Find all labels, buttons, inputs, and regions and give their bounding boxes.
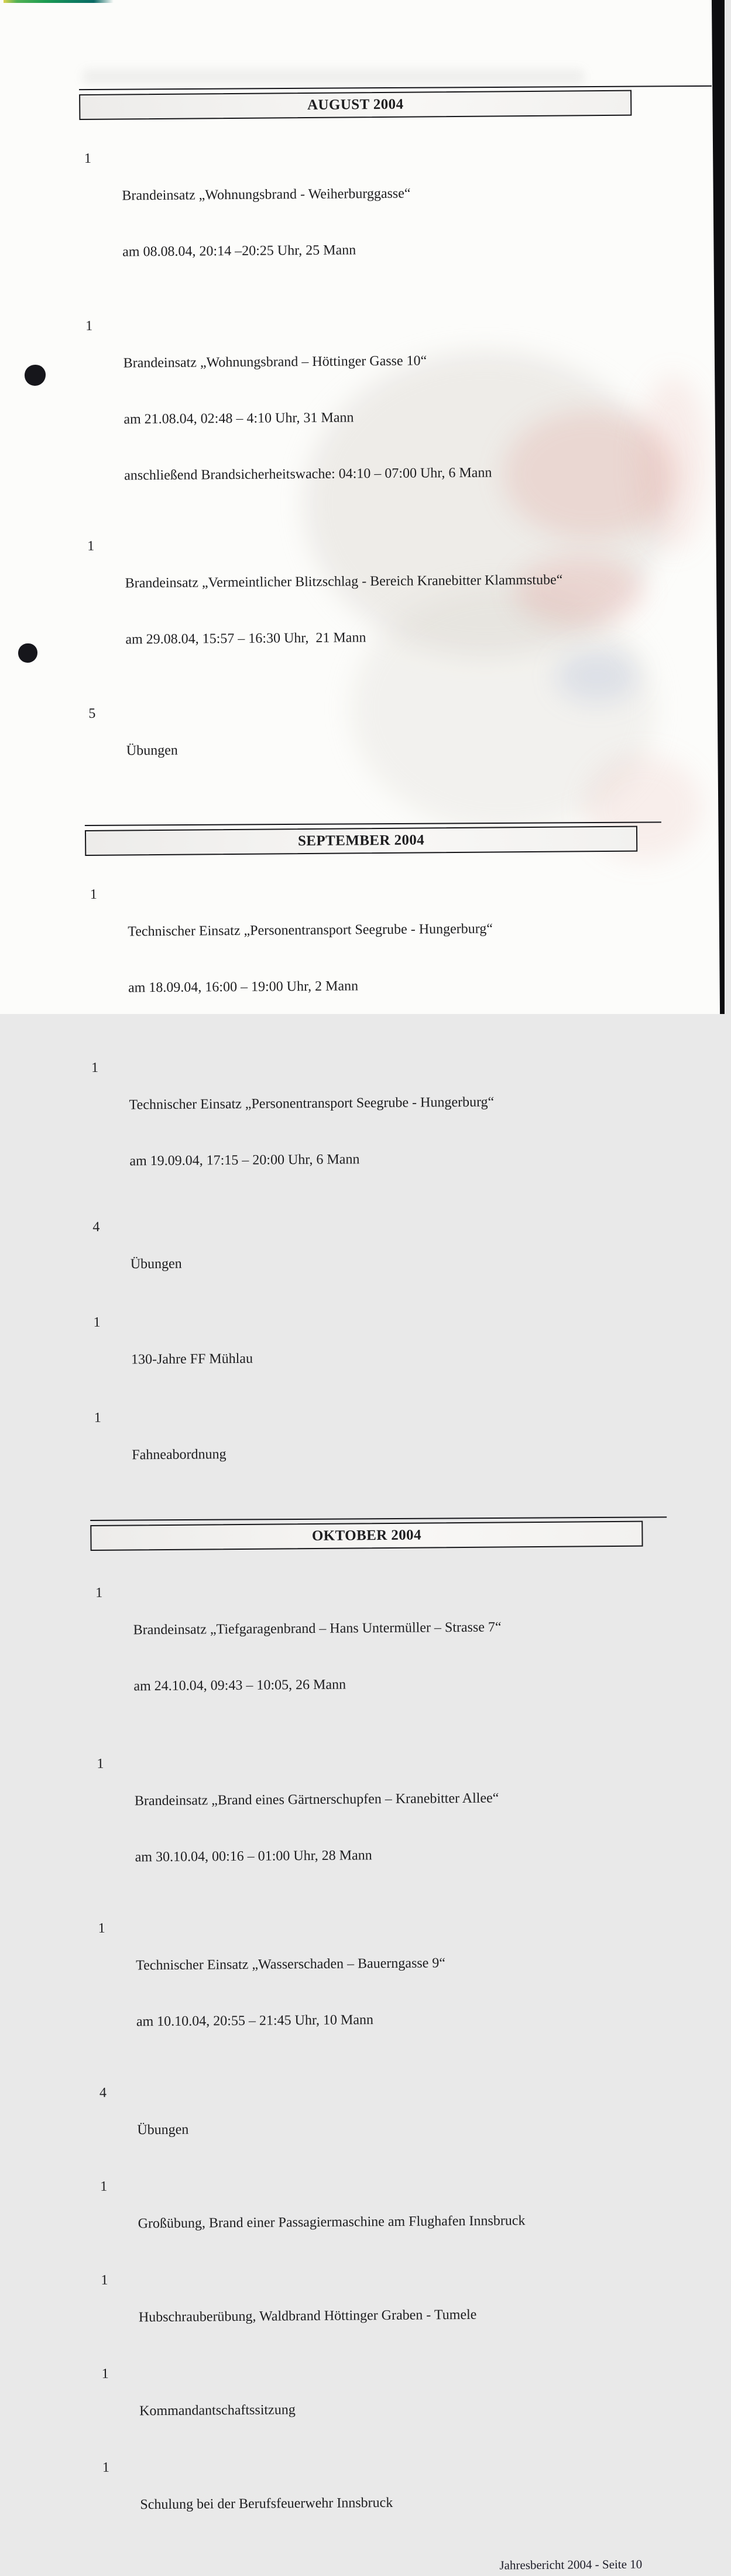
entry-list [95,1580,650,2552]
scan-smudge [82,69,585,84]
log-entry [87,533,636,687]
month-header-august [79,90,632,120]
entry-text [133,1580,644,1734]
log-entry [93,1309,641,1407]
entry-line: Übungen [137,2122,189,2138]
page-footer: Jahresbericht 2004 - Seite 10 [499,2557,643,2572]
section-september [90,821,642,1502]
log-entry [95,1580,644,1734]
log-entry [99,2080,647,2177]
entry-text [137,2080,647,2177]
entry-line: Technischer Einsatz „Personentransport Seegrube - Hungerburg“ [129,1094,495,1113]
entry-list [90,881,642,1502]
entry-text [123,313,634,523]
section-title: SEPTEMBER 2004 [297,832,425,849]
entry-line: Großübung, Brand einer Passagiermaschine am Flughafen Innsbruck [138,2213,526,2232]
entry-line: Technischer Einsatz „Personentransport Seegrube - Hungerburg“ [128,921,493,940]
entry-line: 130-Jahre FF Mühlau [131,1351,253,1368]
hole-punch-mark [18,643,37,663]
entry-line: Brandeinsatz „Vermeintlicher Blitzschlag - Bereich Kranebitter Klammstube“ [125,572,563,591]
entry-count: 1 [102,2459,110,2475]
entry-line: am 08.08.04, 20:14 –20:25 Uhr, 25 Mann [122,242,356,260]
entry-line: am 19.09.04, 17:15 – 20:00 Uhr, 6 Mann [129,1152,360,1169]
entry-count: 1 [101,2272,108,2288]
entry-line: am 24.10.04, 09:43 – 10:05, 26 Mann [133,1677,346,1694]
entry-count: 1 [97,1756,104,1772]
entry-count: 1 [95,1585,103,1601]
entry-line: Kommandantschaftssitzung [139,2402,296,2419]
entry-count: 1 [100,2178,108,2194]
log-entry [91,1054,640,1208]
section-rule [85,821,661,826]
entry-count: 1 [87,538,95,554]
entry-text [138,2173,648,2271]
entry-line: am 21.08.04, 02:48 – 4:10 Uhr, 31 Mann [123,410,354,427]
section-oktober [95,1516,650,2552]
entry-count: 5 [88,705,96,721]
entry-line: am 18.09.04, 16:00 – 19:00 Uhr, 2 Mann [128,978,359,996]
log-entry [97,1751,645,1904]
section-rule [90,1516,667,1521]
photo-bleedthrough-ghost [638,375,708,550]
entry-line: Fahneabordnung [132,1447,226,1463]
scan-color-stripe [4,0,114,3]
log-entry [84,145,633,299]
entry-count: 4 [92,1219,100,1235]
page-content [84,85,650,2576]
entry-text [132,1405,642,1502]
log-entry [92,1214,640,1311]
entry-line: Brandeinsatz „Wohnungsbrand – Höttinger Gasse 10“ [123,353,427,371]
entry-line: Hubschrauberübung, Waldbrand Höttinger Graben - Tumele [138,2307,477,2325]
entry-list [84,145,637,798]
scan-edge-band [712,0,725,1014]
entry-line: Brandeinsatz „Wohnungsbrand - Weiherburggasse“ [122,186,411,204]
entry-text [140,2454,650,2552]
entry-line: am 29.08.04, 15:57 – 16:30 Uhr, 21 Mann [125,630,366,648]
month-header-september [85,826,637,856]
entry-text [122,145,633,299]
entry-line: Brandeinsatz „Tiefgaragenbrand – Hans Untermüller – Strasse 7“ [133,1619,502,1638]
log-entry [94,1405,642,1502]
entry-line: Schulung bei der Berufsfeuerwehr Innsbruck [140,2495,393,2513]
entry-text [139,2361,650,2458]
log-entry [100,2173,648,2271]
log-entry [85,313,634,523]
log-entry [98,1915,647,2069]
entry-line: anschließend Brandsicherheitswache: 04:10 – 07:00 Uhr, 6 Mann [124,465,492,484]
entry-count: 4 [99,2085,107,2101]
entry-line: Übungen [130,1256,182,1272]
entry-text [136,1915,647,2069]
entry-text [128,881,639,1035]
log-entry [90,881,639,1035]
entry-text [130,1214,640,1311]
entry-line: Brandeinsatz „Brand eines Gärtnerschupfen – Kranebitter Allee“ [134,1790,499,1809]
entry-count: 1 [101,2366,109,2382]
entry-count: 1 [94,1410,101,1426]
log-entry [101,2267,648,2365]
entry-line: Technischer Einsatz „Wasserschaden – Bauerngasse 9“ [136,1955,446,1974]
entry-count: 1 [98,1920,105,1936]
entry-line: Übungen [126,742,178,759]
section-rule [79,85,712,90]
entry-count: 1 [84,150,92,166]
section-title: OKTOBER 2004 [311,1527,422,1544]
section-title: AUGUST 2004 [307,96,404,114]
entry-text [129,1054,640,1208]
log-entry [88,700,636,798]
entry-line: am 30.10.04, 00:16 – 01:00 Uhr, 28 Mann [135,1848,372,1865]
entry-count: 1 [91,1060,99,1075]
entry-count: 1 [90,886,97,902]
entry-count: 1 [85,318,93,334]
entry-text [126,700,636,798]
entry-text [125,533,636,687]
log-entry [102,2454,650,2552]
month-header-oktober [90,1521,643,1551]
entry-text [134,1751,645,1904]
entry-text [138,2267,648,2365]
section-august [84,85,636,798]
entry-count: 1 [93,1314,101,1330]
entry-line: am 10.10.04, 20:55 – 21:45 Uhr, 10 Mann [136,2012,374,2030]
log-entry [102,2361,650,2458]
hole-punch-mark [25,365,46,386]
entry-text [131,1309,641,1407]
